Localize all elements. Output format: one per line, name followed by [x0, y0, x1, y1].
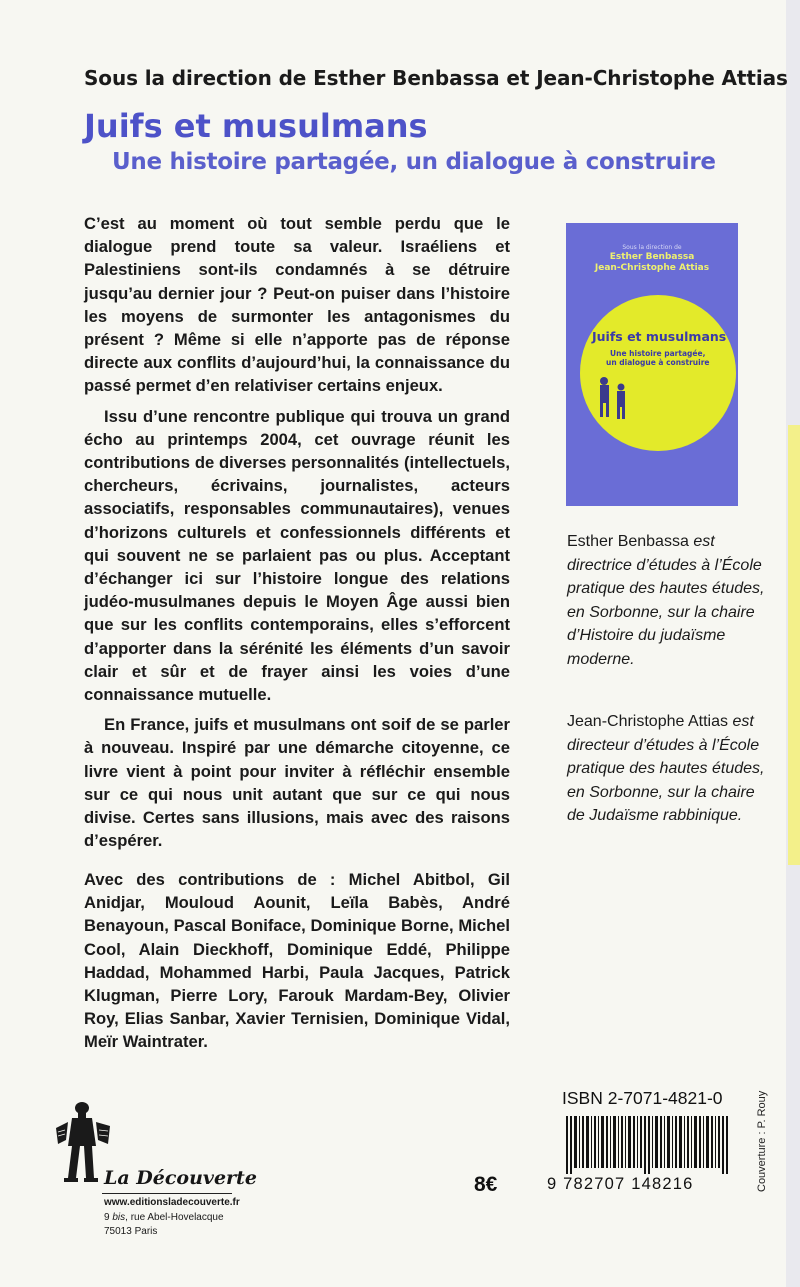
- book-title: Juifs et musulmans: [84, 107, 428, 145]
- address-bis: bis: [112, 1212, 126, 1223]
- cover-thumbnail: [566, 223, 738, 506]
- bio-name: Esther Benbassa: [567, 533, 689, 550]
- address-street: , rue Abel-Hovelacque: [125, 1212, 224, 1223]
- thumb-name: Jean-Christophe Attias: [594, 263, 710, 273]
- thumb-figures-illustration: [594, 373, 634, 423]
- blurb-paragraph: C’est au moment où tout semble perdu que le dialogue prend toute sa valeur. Israéliens et Palestiniens sont-ils condamnés à se détruire jusqu’au dernier jour ? Peut-on puiser dans l’histoire les moyens de surmonter les antagonismes du présent ? Même si elle n’apporte pas de réponse directe aux conflits d’aujourd’hui, la connaissance du passé permet d’en relativiser certains enjeux.: [84, 214, 510, 396]
- publisher-city: 75013 Paris: [104, 1226, 158, 1237]
- bio-name: Jean-Christophe Attias: [567, 713, 728, 730]
- thumb-subtitle: [606, 349, 709, 367]
- cover-credit: Couverture : P. Rouy: [756, 1090, 768, 1192]
- barcode-digits: 9 782707 148216: [547, 1175, 694, 1193]
- book-subtitle: Une histoire partagée, un dialogue à construire: [112, 149, 716, 175]
- thumb-name: Esther Benbassa: [609, 252, 695, 262]
- bio-esther-benbassa: [567, 530, 767, 671]
- thumb-subtitle-line: Une histoire partagée,: [610, 349, 706, 358]
- publisher-website: www.editionsladecouverte.fr: [104, 1197, 240, 1208]
- bio-jean-christophe-attias: [567, 710, 767, 828]
- page-edge-accent: [788, 425, 800, 865]
- thumb-editor-line: Sous la direction de: [622, 244, 682, 251]
- isbn-number: ISBN 2-7071-4821-0: [562, 1088, 723, 1108]
- publisher-name: La Découverte: [104, 1167, 257, 1189]
- publisher-rule: [102, 1193, 232, 1194]
- editors-line: Sous la direction de Esther Benbassa et Jean-Christophe Attias: [84, 66, 788, 90]
- blurb-paragraph: Issu d’une rencontre publique qui trouva un grand écho au printemps 2004, cet ouvrage réunit les contributions de diverses personnalités (intellectuels, chercheurs, écrivains, journalistes, acteurs associatifs, responsables communautaires), venues d’horizons culturels et confessionnels différents et qui souvent ne se parlaient pas ou plus. Acceptant d’échanger ici sur l’histoire longue des relations judéo-musulmanes depuis le Moyen Âge aussi bien que sur les conflits contemporains, elles s’efforcent d’apporter dans la sérénité les éléments d’un savoir clair et sûr et de frayer ainsi les voies d’une connaissance mutuelle.: [84, 406, 510, 705]
- contributors-list: Avec des contributions de : Michel Abitbol, Gil Anidjar, Mouloud Aounit, Leïla Babès, André Benayoun, Pascal Boniface, Dominique Borne, Michel Cool, Alain Dieckhoff, Dominique Eddé, Philippe Haddad, Mohammed Harbi, Paula Jacques, Patrick Klugman, Pierre Lory, Farouk Mardam-Bey, Olivier Roy, Elias Sanbar, Xavier Ternisien, Dominique Vidal, Meïr Waintrater.: [84, 870, 510, 1052]
- bio-text: est directrice d’études à l’École pratique des hautes études, en Sorbonne, sur la chaire d’Histoire du judaïsme moderne.: [567, 533, 765, 668]
- publisher-address: [104, 1212, 224, 1223]
- barcode-image: [566, 1116, 728, 1174]
- thumb-subtitle-line: un dialogue à construire: [606, 358, 710, 367]
- address-number: 9: [104, 1212, 110, 1223]
- blurb-text: [84, 212, 510, 859]
- blurb-paragraph: En France, juifs et musulmans ont soif de se parler à nouveau. Inspiré par une démarche citoyenne, ce livre vient à point pour inviter à réfléchir ensemble sur ce qui nous unit autant que sur ce qui nous divise. Certes sans illusions, mais avec des raisons d’espérer.: [84, 715, 510, 851]
- price: 8€: [474, 1173, 498, 1196]
- thumb-title: Juifs et musulmans: [592, 329, 727, 344]
- bio-text: est directeur d’études à l’École pratique des hautes études, en Sorbonne, sur la chaire de Judaïsme rabbinique.: [567, 713, 765, 824]
- thumb-names: [566, 252, 738, 274]
